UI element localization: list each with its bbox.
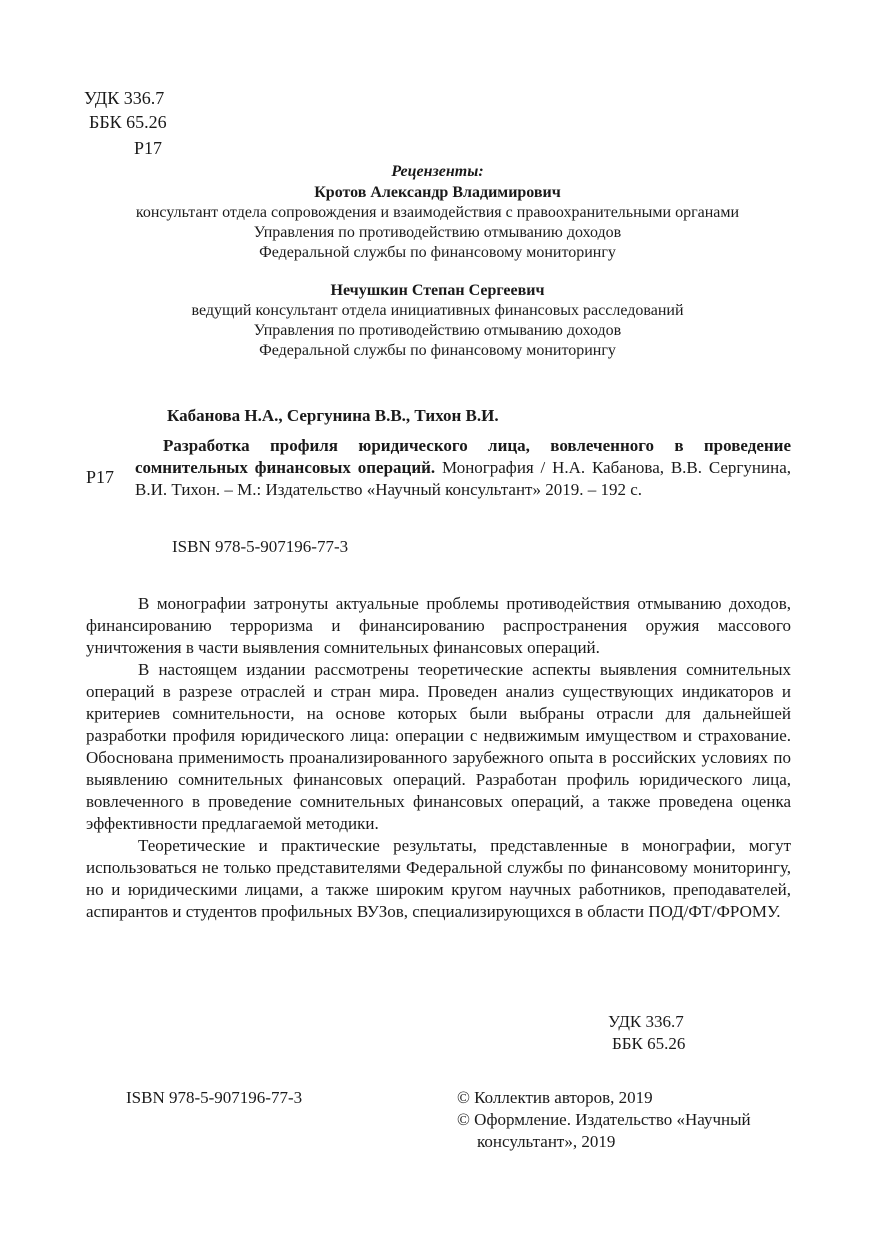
copyright-design: © Оформление. Издательство «Научный [457, 1110, 751, 1129]
reviewer-agency: Федеральной службы по финансовому мониторингу [259, 342, 616, 359]
isbn: ISBN 978-5-907196-77-3 [172, 537, 349, 556]
author-code-side: Р17 [86, 467, 115, 487]
reviewer-department: Управления по противодействию отмыванию доходов [253, 322, 622, 339]
abstract-paragraph: В монографии затронуты актуальные проблемы противодействия отмыванию доходов, финансированию терроризма и финансированию распространения оружия массового уничтожения в части выявления сомнительных финансовых операций. [86, 594, 791, 657]
reviewer-position: консультант отдела сопровождения и взаимодействия с правоохранительными органами [135, 204, 740, 221]
abstract-paragraph: Теоретические и практические результаты, представленные в монографии, могут использоваться не только представителями Федеральной службы по финансовому мониторингу, но и юридическими лицами, а также широким кругом научных работников, преподавателей, аспирантов и студентов профильных ВУЗов, специализирующихся в области ПОД/ФТ/ФРОМУ. [86, 836, 791, 921]
reviewers-block [0, 162, 875, 361]
book-details: Монография / Н.А. Кабанова, В.В. Сергунина, В.И. Тихон. – М.: Издательство «Научный консультант» 2019. – 192 с. [135, 458, 791, 499]
bibliographic-description [135, 435, 791, 501]
reviewer-name: Нечушкин Степан Сергеевич [330, 282, 545, 299]
copyright-authors: © Коллектив авторов, 2019 [457, 1088, 653, 1107]
bbk-code: ББК 65.26 [89, 112, 167, 132]
udk-code: УДК 336.7 [84, 88, 165, 108]
copyright-design-continued: консультант», 2019 [477, 1132, 616, 1151]
abstract [86, 593, 791, 923]
author-code: Р17 [134, 138, 163, 158]
footer-udk-code: УДК 336.7 [608, 1012, 684, 1031]
reviewer-department: Управления по противодействию отмыванию доходов [253, 224, 622, 241]
abstract-paragraph: В настоящем издании рассмотрены теоретические аспекты выявления сомнительных операций в разрезе отраслей и стран мира. Проведен анализ существующих индикаторов и критериев сомнительности, на основе которых были выбраны отрасли для дальнейшей разработки профиля юридического лица: операции с недвижимым имуществом и страхование. Обоснована применимость проанализированного зарубежного опыта в российских условиях по выявлению сомнительных финансовых операций. Разработан профиль юридического лица, вовлеченного в проведение сомнительных финансовых операций, а также проведена оценка эффективности предлагаемой методики. [86, 660, 791, 833]
reviewer-name: Кротов Александр Владимирович [314, 184, 561, 201]
book-authors: Кабанова Н.А., Сергунина В.В., Тихон В.И. [167, 406, 499, 425]
reviewers-heading: Рецензенты: [391, 163, 484, 180]
footer-bbk-code: ББК 65.26 [612, 1034, 686, 1053]
book-title: Разработка профиля юридического лица, вовлеченного в проведение сомнительных финансовых операций. [135, 436, 791, 477]
footer-isbn: ISBN 978-5-907196-77-3 [126, 1088, 303, 1107]
reviewer-position: ведущий консультант отдела инициативных финансовых расследований [191, 302, 684, 319]
reviewer-agency: Федеральной службы по финансовому мониторингу [259, 244, 616, 261]
